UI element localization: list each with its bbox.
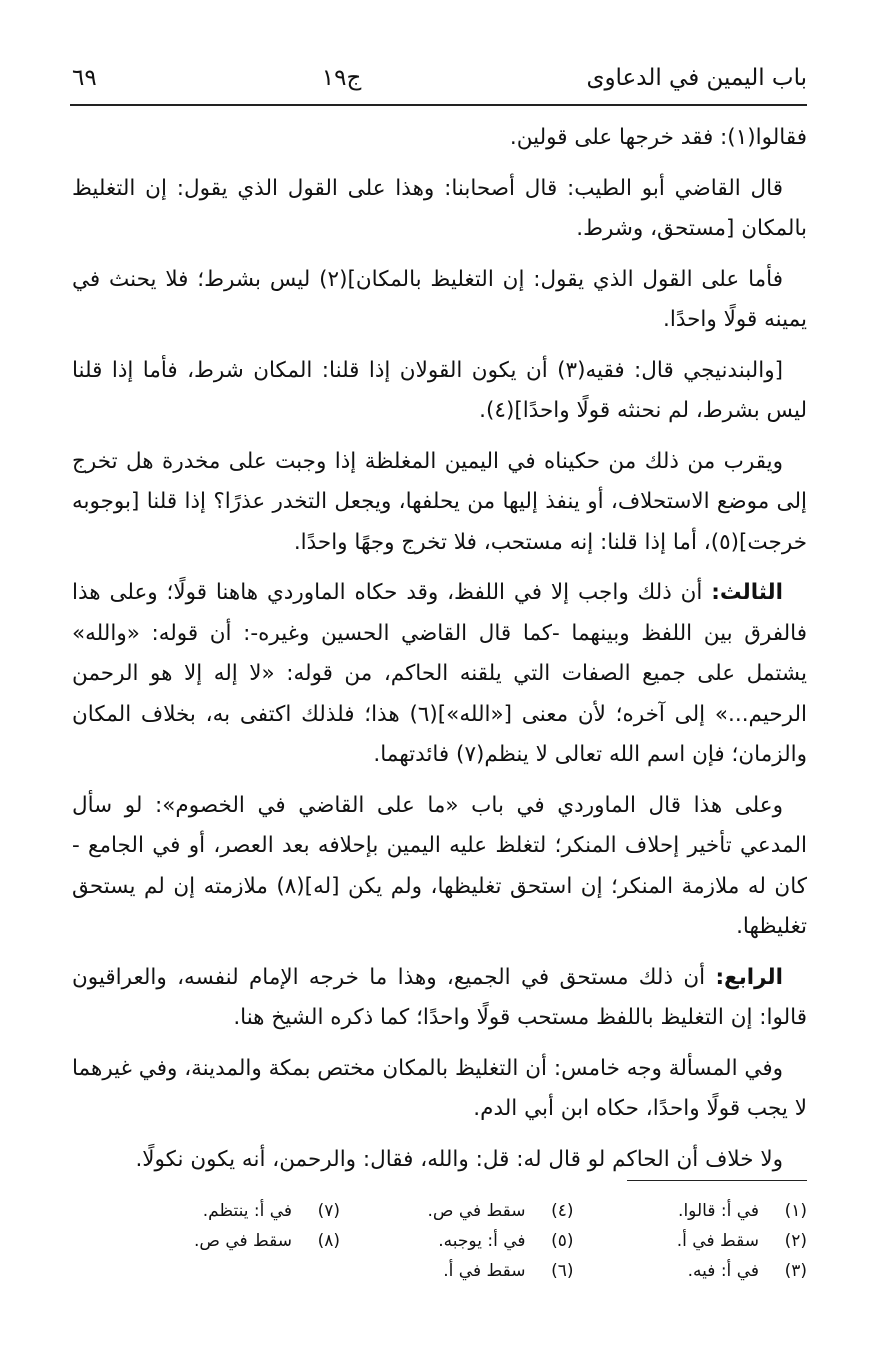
paragraph-text: قال القاضي أبو الطيب: قال أصحابنا: وهذا على القول الذي يقول: إن التغليظ بالمكان [مستحق، وشرط. bbox=[72, 175, 807, 241]
footnotes bbox=[110, 1196, 807, 1286]
chapter-title: باب اليمين في الدعاوى bbox=[586, 65, 807, 91]
paragraph bbox=[72, 573, 807, 776]
paragraph-text: ولا خلاف أن الحاكم لو قال له: قل: والله، فقال: والرحمن، أنه يكون نكولًا. bbox=[135, 1146, 783, 1172]
paragraph-lead: الرابع: bbox=[715, 964, 783, 990]
volume-label: ج١٩ bbox=[321, 65, 362, 91]
paragraph-text: فأما على القول الذي يقول: إن التغليظ بالمكان](٢) ليس بشرط؛ فلا يحنث في يمينه قولًا واحدًا. bbox=[72, 266, 807, 332]
paragraph bbox=[72, 958, 807, 1039]
footnote bbox=[577, 1256, 807, 1286]
paragraph bbox=[72, 1140, 807, 1181]
footnote-number: (٤) bbox=[551, 1201, 574, 1221]
footnote-column bbox=[344, 1196, 574, 1286]
footnote-text: سقط في ص. bbox=[427, 1201, 526, 1221]
footnote-text: في أ: قالوا. bbox=[678, 1201, 759, 1221]
main-text bbox=[72, 118, 807, 1190]
footnote bbox=[110, 1196, 340, 1226]
paragraph-text: ويقرب من ذلك من حكيناه في اليمين المغلظة إذا وجبت على مخدرة هل تخرج إلى موضع الاستحلاف، أو ينفذ إليها من يحلفها، ويجعل التخدر عذرًا؟ إذا قلنا [بوجوبه خرجت](٥)، أما إذا قلنا: إنه مستحب، فلا تخرج وجهًا واحدًا. bbox=[72, 448, 807, 555]
footnote-rule bbox=[627, 1180, 807, 1181]
paragraph-text: فقالوا(١): فقد خرجها على قولين. bbox=[509, 125, 807, 150]
footnote-number: (٥) bbox=[551, 1231, 574, 1251]
paragraph bbox=[72, 786, 807, 948]
footnote-text: سقط في أ. bbox=[676, 1231, 759, 1251]
footnote-text: سقط في أ. bbox=[443, 1261, 526, 1281]
footnote-number: (٦) bbox=[551, 1261, 574, 1281]
paragraph bbox=[72, 260, 807, 341]
footnote-number: (١) bbox=[784, 1201, 807, 1221]
footnote-column bbox=[110, 1196, 340, 1286]
footnote-number: (٨) bbox=[317, 1231, 340, 1251]
footnote-text: سقط في ص. bbox=[193, 1231, 292, 1251]
footnote-text: في أ: يوجبه. bbox=[438, 1231, 526, 1251]
paragraph-text: وعلى هذا قال الماوردي في باب «ما على القاضي في الخصوم»: لو سأل المدعي تأخير إحلاف المنكر؛ لتغلظ عليه اليمين بإحلافه بعد العصر، أو في الجامع - كان له ملازمة المنكر؛ إن استحق تغليظها، ولم يكن [له](٨) ملازمته إن لم يستحق تغليظها. bbox=[72, 792, 807, 939]
footnote-text: في أ: فيه. bbox=[687, 1261, 759, 1281]
footnote-column bbox=[577, 1196, 807, 1286]
footnote bbox=[110, 1226, 340, 1256]
footnote-number: (٢) bbox=[784, 1231, 807, 1251]
header-rule bbox=[70, 104, 807, 106]
paragraph-text: وفي المسألة وجه خامس: أن التغليظ بالمكان مختص بمكة والمدينة، وفي غيرهما لا يجب قولًا واحدًا، حكاه ابن أبي الدم. bbox=[72, 1055, 807, 1121]
paragraph-text: [والبندنيجي قال: فقيه(٣) أن يكون القولان إذا قلنا: المكان شرط، فأما إذا قلنا ليس بشرط، لم نحنثه قولًا واحدًا](٤). bbox=[72, 357, 807, 423]
footnote-number: (٧) bbox=[317, 1201, 340, 1221]
paragraph bbox=[72, 169, 807, 250]
paragraph bbox=[72, 1049, 807, 1130]
footnote-text: في أ: ينتظم. bbox=[202, 1201, 292, 1221]
paragraph-text: أن ذلك واجب إلا في اللفظ، وقد حكاه الماوردي هاهنا قولًا؛ وعلى هذا فالفرق بين اللفظ وبينهما -كما قال القاضي الحسين وغيره-: أن قوله: «والله» يشتمل على جميع الصفات التي يلقنه الحاكم، من قوله: «لا إله إلا هو الرحمن الرحيم...» إلى آخره؛ لأن معنى [«الله»](٦) هذا؛ فلذلك اكتفى به، بخلاف المكان والزمان؛ فإن اسم الله تعالى لا ينظم(٧) فائدتهما. bbox=[72, 580, 808, 767]
paragraph bbox=[72, 442, 807, 564]
footnote bbox=[344, 1256, 574, 1286]
paragraph-lead: الثالث: bbox=[711, 580, 783, 605]
footnote-number: (٣) bbox=[784, 1261, 807, 1281]
footnote bbox=[577, 1196, 807, 1226]
paragraph bbox=[72, 351, 807, 432]
page-header bbox=[72, 58, 807, 98]
paragraph bbox=[72, 118, 807, 159]
paragraph-text: أن ذلك مستحق في الجميع، وهذا ما خرجه الإمام لنفسه، والعراقيون قالوا: إن التغليظ باللفظ مستحب قولًا واحدًا؛ كما ذكره الشيخ هنا. bbox=[72, 964, 807, 1030]
footnote bbox=[344, 1196, 574, 1226]
footnote bbox=[344, 1226, 574, 1256]
footnote bbox=[577, 1226, 807, 1256]
page-number: ٦٩ bbox=[72, 65, 97, 91]
